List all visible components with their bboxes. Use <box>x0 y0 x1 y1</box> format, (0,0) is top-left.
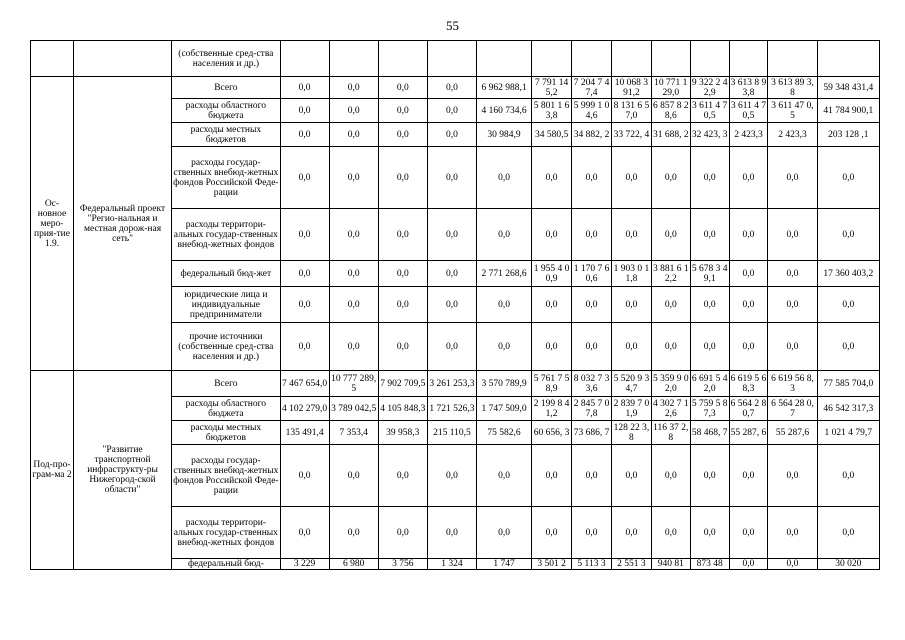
value-cell: 60 656, 3 <box>532 421 572 445</box>
value-cell: 33 722, 4 <box>611 123 651 147</box>
value-cell: 873 48 <box>690 559 729 570</box>
value-cell: 0,0 <box>729 323 768 371</box>
value-cell: 59 348 431,4 <box>817 77 879 99</box>
section-label: Под-про-грам-ма 2 <box>31 371 74 570</box>
value-cell: 2 839 7 01,9 <box>611 397 651 421</box>
value-cell: 0,0 <box>651 287 690 323</box>
value-cell: 0,0 <box>817 323 879 371</box>
value-cell: 5 113 3 <box>572 559 612 570</box>
value-cell: 0,0 <box>476 209 531 261</box>
value-cell: 58 468, 7 <box>690 421 729 445</box>
value-cell: 0,0 <box>378 507 427 559</box>
empty-cell <box>73 41 171 77</box>
value-cell <box>378 41 427 77</box>
value-cell: 0,0 <box>817 147 879 209</box>
value-cell: 0,0 <box>768 445 817 507</box>
value-cell: 3 789 042,5 <box>329 397 378 421</box>
value-cell: 0,0 <box>329 147 378 209</box>
value-cell: 0,0 <box>378 287 427 323</box>
value-cell: 75 582,6 <box>476 421 531 445</box>
value-cell: 940 81 <box>651 559 690 570</box>
value-cell: 1 747 509,0 <box>476 397 531 421</box>
value-cell: 8 131 6 57,0 <box>611 99 651 123</box>
value-cell: 55 287,6 <box>768 421 817 445</box>
empty-cell <box>31 41 74 77</box>
value-cell: 32 423, 3 <box>690 123 729 147</box>
source-cell: Всего <box>172 77 280 99</box>
value-cell: 7 902 709,5 <box>378 371 427 397</box>
value-cell: 6 691 5 42,0 <box>690 371 729 397</box>
value-cell: 0,0 <box>280 147 329 209</box>
value-cell: 0,0 <box>378 147 427 209</box>
value-cell: 2 423,3 <box>768 123 817 147</box>
value-cell: 0,0 <box>690 323 729 371</box>
value-cell: 4 102 279,0 <box>280 397 329 421</box>
value-cell: 0,0 <box>729 287 768 323</box>
value-cell: 7 467 654,0 <box>280 371 329 397</box>
value-cell: 0,0 <box>768 209 817 261</box>
value-cell: 7 204 7 47,4 <box>572 77 612 99</box>
value-cell: 0,0 <box>690 209 729 261</box>
value-cell: 0,0 <box>532 445 572 507</box>
value-cell: 0,0 <box>378 77 427 99</box>
value-cell: 2 551 3 <box>611 559 651 570</box>
value-cell: 0,0 <box>427 123 476 147</box>
value-cell: 0,0 <box>532 147 572 209</box>
value-cell: 135 491,4 <box>280 421 329 445</box>
program-name: Федеральный проект "Регио-нальная и местная дорож-ная сеть" <box>73 77 171 371</box>
value-cell: 5 678 3 49,1 <box>690 261 729 287</box>
source-cell: расходы местных бюджетов <box>172 123 280 147</box>
value-cell <box>280 41 329 77</box>
value-cell: 0,0 <box>476 147 531 209</box>
value-cell: 30 020 <box>817 559 879 570</box>
value-cell: 0,0 <box>427 287 476 323</box>
value-cell: 34 580,5 <box>532 123 572 147</box>
source-cell: (собственные сред-ства населения и др.) <box>172 41 280 77</box>
value-cell: 0,0 <box>329 323 378 371</box>
value-cell: 0,0 <box>280 123 329 147</box>
value-cell: 3 613 8 93,8 <box>730 77 767 98</box>
value-cell: 10 068 391,2 <box>611 77 651 99</box>
value-cell: 0,0 <box>378 209 427 261</box>
value-cell: 0,0 <box>729 559 768 570</box>
value-cell: 77 585 704,0 <box>817 371 879 397</box>
value-cell: 0,0 <box>280 209 329 261</box>
value-cell: 0,0 <box>476 445 531 507</box>
value-cell: 1 324 <box>427 559 476 570</box>
value-cell <box>817 41 879 77</box>
value-cell: 0,0 <box>427 261 476 287</box>
value-cell: 3 613 89 3,8 <box>768 77 817 99</box>
value-cell: 0,0 <box>329 261 378 287</box>
value-cell: 3 570 789,9 <box>476 371 531 397</box>
value-cell: 0,0 <box>690 287 729 323</box>
value-cell: 6 980 <box>329 559 378 570</box>
value-cell: 0,0 <box>690 507 729 559</box>
value-cell: 0,0 <box>651 323 690 371</box>
value-cell: 0,0 <box>817 507 879 559</box>
value-cell: 128 22 3,8 <box>611 421 651 445</box>
value-cell: 0,0 <box>572 445 612 507</box>
value-cell: 0,0 <box>476 507 531 559</box>
value-cell: 1 021 4 79,7 <box>817 421 879 445</box>
section-label: Ос-новное меро-прия-тие 1.9. <box>31 77 74 371</box>
value-cell: 0,0 <box>611 323 651 371</box>
value-cell: 4 302 7 12,6 <box>652 398 689 419</box>
source-cell: расходы областного бюджета <box>172 397 280 421</box>
value-cell: 7 791 145,2 <box>532 77 572 99</box>
value-cell <box>768 41 817 77</box>
value-cell: 5 999 1 04,6 <box>572 99 612 123</box>
value-cell: 6 857 8 28,6 <box>652 100 689 121</box>
value-cell: 0,0 <box>427 209 476 261</box>
source-cell: расходы государ-ственных внебюд-жетных фондов Российской Феде-рации <box>172 445 280 507</box>
value-cell: 0,0 <box>476 323 531 371</box>
value-cell: 0,0 <box>572 323 612 371</box>
value-cell: 2 771 268,6 <box>476 261 531 287</box>
value-cell: 0,0 <box>329 77 378 99</box>
value-cell: 5 801 1 63,8 <box>532 99 572 123</box>
source-cell: расходы местных бюджетов <box>172 421 280 445</box>
value-cell: 2 423,3 <box>729 123 768 147</box>
value-cell: 0,0 <box>651 209 690 261</box>
value-cell: 5 359 9 02,0 <box>651 371 690 397</box>
value-cell: 0,0 <box>817 287 879 323</box>
value-cell <box>611 41 651 77</box>
value-cell: 0,0 <box>572 209 612 261</box>
value-cell: 5 759 5 87,3 <box>691 398 728 419</box>
value-cell: 30 984,9 <box>476 123 531 147</box>
value-cell: 0,0 <box>611 445 651 507</box>
value-cell: 34 882, 2 <box>572 123 612 147</box>
value-cell: 3 611 4 70,5 <box>730 100 767 121</box>
value-cell: 0,0 <box>427 147 476 209</box>
value-cell: 215 110,5 <box>427 421 476 445</box>
value-cell: 0,0 <box>378 99 427 123</box>
value-cell: 0,0 <box>427 507 476 559</box>
value-cell <box>329 41 378 77</box>
value-cell: 7 353,4 <box>329 421 378 445</box>
value-cell: 0,0 <box>611 209 651 261</box>
table-row <box>31 77 880 99</box>
value-cell: 3 261 253,3 <box>427 371 476 397</box>
source-cell: Всего <box>172 371 280 397</box>
source-cell: прочие источники (собственные сред-ства населения и др.) <box>172 323 280 371</box>
value-cell: 1 955 4 00,9 <box>532 261 572 287</box>
value-cell: 0,0 <box>532 323 572 371</box>
value-cell: 0,0 <box>768 287 817 323</box>
value-cell: 55 287, 6 <box>729 421 768 445</box>
value-cell: 0,0 <box>280 77 329 99</box>
value-cell: 0,0 <box>280 323 329 371</box>
value-cell: 0,0 <box>729 209 768 261</box>
value-cell: 0,0 <box>817 445 879 507</box>
value-cell: 0,0 <box>378 323 427 371</box>
value-cell: 0,0 <box>690 147 729 209</box>
source-cell: юридические лица и индивидуальные предприниматели <box>172 287 280 323</box>
value-cell: 39 958,3 <box>378 421 427 445</box>
value-cell: 1 170 7 60,6 <box>572 261 612 287</box>
value-cell: 0,0 <box>378 261 427 287</box>
value-cell: 10 777 289,5 <box>329 371 378 397</box>
page-number: 55 <box>446 18 459 33</box>
value-cell <box>729 41 768 77</box>
value-cell: 0,0 <box>729 507 768 559</box>
value-cell: 2 199 8 41,2 <box>532 397 572 421</box>
value-cell: 41 784 900,1 <box>817 99 879 123</box>
value-cell: 73 686, 7 <box>572 421 612 445</box>
value-cell: 0,0 <box>280 261 329 287</box>
value-cell: 3 611 4 70,5 <box>691 100 728 121</box>
value-cell: 0,0 <box>768 261 817 287</box>
value-cell: 0,0 <box>427 99 476 123</box>
value-cell: 0,0 <box>280 507 329 559</box>
value-cell: 0,0 <box>329 99 378 123</box>
value-cell: 0,0 <box>817 209 879 261</box>
value-cell: 46 542 317,3 <box>817 397 879 421</box>
budget-table <box>30 40 880 570</box>
value-cell: 4 160 734,6 <box>476 99 531 123</box>
value-cell: 0,0 <box>768 323 817 371</box>
value-cell: 0,0 <box>532 507 572 559</box>
value-cell: 0,0 <box>729 261 768 287</box>
value-cell: 0,0 <box>768 507 817 559</box>
value-cell: 6 619 56 8,3 <box>768 371 817 397</box>
source-cell: расходы областного бюджета <box>172 99 280 123</box>
value-cell: 6 619 5 68,3 <box>729 371 768 397</box>
value-cell <box>476 41 531 77</box>
value-cell: 0,0 <box>611 147 651 209</box>
table-row <box>31 371 880 397</box>
value-cell: 0,0 <box>572 507 612 559</box>
value-cell: 1 903 0 11,8 <box>611 261 651 287</box>
value-cell: 3 501 2 <box>532 559 572 570</box>
value-cell: 0,0 <box>611 287 651 323</box>
value-cell: 0,0 <box>329 507 378 559</box>
source-cell: федеральный бюд- <box>172 559 280 570</box>
value-cell <box>651 41 690 77</box>
value-cell: 3 229 <box>280 559 329 570</box>
value-cell: 0,0 <box>729 147 768 209</box>
value-cell: 31 688, 2 <box>651 123 690 147</box>
value-cell: 0,0 <box>329 287 378 323</box>
value-cell: 0,0 <box>280 445 329 507</box>
value-cell: 0,0 <box>280 99 329 123</box>
value-cell: 9 322 2 42,9 <box>691 77 728 98</box>
value-cell: 0,0 <box>651 445 690 507</box>
value-cell: 0,0 <box>476 287 531 323</box>
value-cell: 2 845 7 07,8 <box>572 397 612 421</box>
source-cell: расходы государ-ственных внебюд-жетных фондов Российской Феде-рации <box>172 147 280 209</box>
value-cell: 6 962 988,1 <box>476 77 531 99</box>
value-cell: 0,0 <box>611 507 651 559</box>
value-cell: 17 360 403,2 <box>817 261 879 287</box>
value-cell: 0,0 <box>532 209 572 261</box>
value-cell: 0,0 <box>280 287 329 323</box>
value-cell: 0,0 <box>768 147 817 209</box>
value-cell: 0,0 <box>329 123 378 147</box>
value-cell: 6 564 28 0,7 <box>768 397 817 421</box>
value-cell: 0,0 <box>378 123 427 147</box>
table-row <box>31 41 880 77</box>
value-cell: 5 761 7 58,9 <box>532 371 572 397</box>
value-cell: 0,0 <box>690 445 729 507</box>
value-cell: 1 747 <box>476 559 531 570</box>
value-cell: 3 611 47 0,5 <box>768 99 817 123</box>
source-cell: федеральный бюд-жет <box>172 261 280 287</box>
value-cell: 8 032 7 33,6 <box>572 371 612 397</box>
value-cell: 0,0 <box>532 287 572 323</box>
value-cell: 0,0 <box>427 323 476 371</box>
value-cell: 0,0 <box>572 147 612 209</box>
value-cell: 203 128 ,1 <box>817 123 879 147</box>
source-cell: расходы территори-альных государ-ственных внебюд-жетных фондов <box>172 209 280 261</box>
value-cell: 0,0 <box>729 445 768 507</box>
value-cell: 1 721 526,3 <box>427 397 476 421</box>
value-cell: 0,0 <box>378 445 427 507</box>
value-cell: 0,0 <box>572 287 612 323</box>
value-cell: 116 37 2,8 <box>653 422 689 443</box>
value-cell: 4 105 848,3 <box>378 397 427 421</box>
value-cell <box>427 41 476 77</box>
value-cell: 5 520 9 34,7 <box>611 371 651 397</box>
value-cell: 0,0 <box>651 507 690 559</box>
source-cell: расходы территори-альных государ-ственных внебюд-жетных фондов <box>172 507 280 559</box>
value-cell: 3 756 <box>378 559 427 570</box>
program-name: "Развитие транспортной инфраструкту-ры Нижегород-ской области" <box>73 371 171 570</box>
value-cell: 0,0 <box>651 147 690 209</box>
value-cell <box>572 41 612 77</box>
value-cell: 0,0 <box>427 77 476 99</box>
value-cell: 0,0 <box>329 445 378 507</box>
value-cell: 0,0 <box>329 209 378 261</box>
value-cell: 6 564 2 80,7 <box>730 398 767 419</box>
value-cell <box>532 41 572 77</box>
value-cell: 0,0 <box>427 445 476 507</box>
value-cell <box>690 41 729 77</box>
value-cell: 3 881 6 12,2 <box>651 261 690 287</box>
value-cell: 0,0 <box>768 559 817 570</box>
value-cell: 10 771 129,0 <box>651 77 690 99</box>
